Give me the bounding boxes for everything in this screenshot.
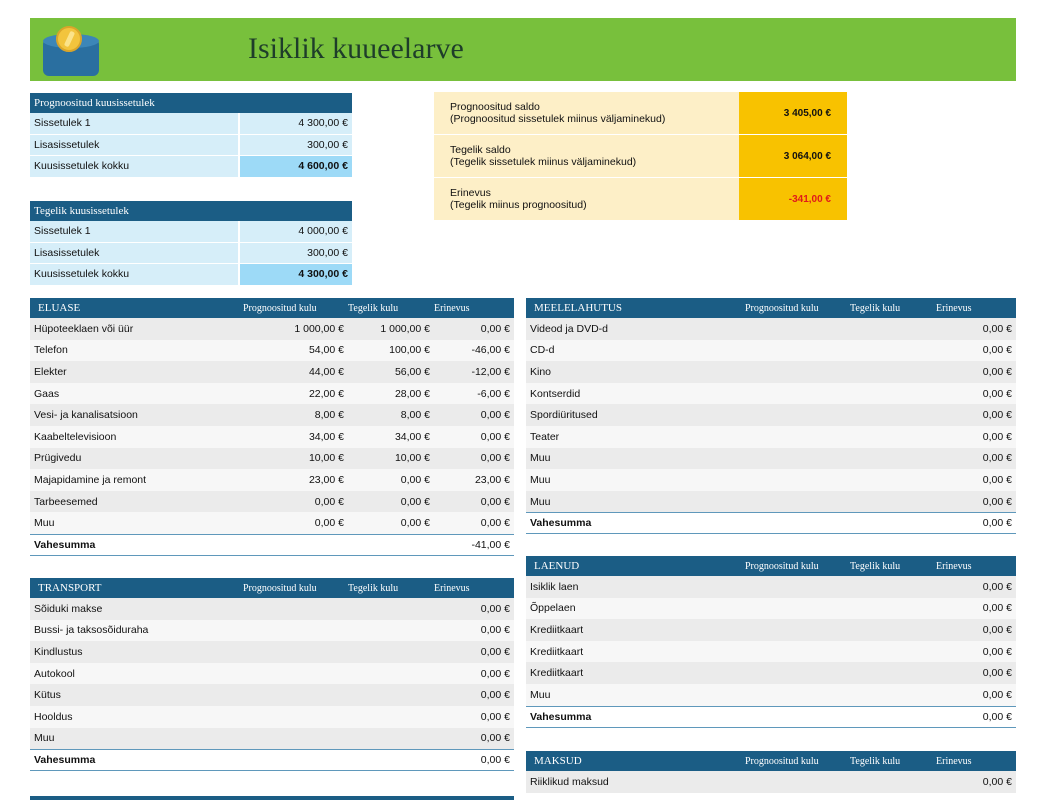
subtotal-label[interactable]: Vahesumma	[34, 538, 96, 551]
difference-cell[interactable]: 0,00 €	[480, 322, 510, 335]
subtotal-label[interactable]: Vahesumma	[34, 754, 96, 767]
column-header-difference: Erinevus	[434, 302, 470, 314]
projected-cost[interactable]: 54,00 €	[308, 344, 344, 357]
difference-cell[interactable]: 0,00 €	[982, 775, 1012, 788]
income-row	[30, 243, 352, 265]
expense-name[interactable]: Muu	[530, 452, 551, 465]
expense-name[interactable]: Muu	[34, 732, 55, 745]
projected-balance-note: (Prognoositud sissetulek miinus väljaminekud)	[450, 113, 666, 125]
projected-cost[interactable]: 34,00 €	[308, 430, 344, 443]
table-row	[30, 684, 514, 706]
expense-name[interactable]: Elekter	[34, 365, 67, 378]
loans-heading	[526, 556, 1016, 576]
projected-cost[interactable]: 1 000,00 €	[294, 322, 344, 335]
difference-cell[interactable]: 0,00 €	[982, 602, 1012, 615]
subtotal-row	[526, 512, 1016, 534]
income-row	[30, 135, 352, 157]
table-row	[526, 404, 1016, 426]
difference-cell[interactable]: 0,00 €	[982, 409, 1012, 422]
income-total-label[interactable]: Kuusissetulek kokku	[34, 160, 130, 173]
expense-name[interactable]: Tarbeesemed	[34, 495, 98, 508]
income-value[interactable]: 300,00 €	[238, 243, 352, 264]
expense-name[interactable]: Muu	[530, 688, 551, 701]
column-header-difference: Erinevus	[936, 302, 972, 314]
table-row	[30, 512, 514, 534]
actual-cost[interactable]: 100,00 €	[389, 344, 430, 357]
transport-heading	[30, 578, 514, 598]
expense-name[interactable]: Autokool	[34, 667, 75, 680]
subtotal-row	[30, 534, 514, 556]
subtotal-value[interactable]: -41,00 €	[471, 538, 510, 551]
table-row	[526, 491, 1016, 513]
expense-name[interactable]: Kütus	[34, 689, 61, 702]
section-title: MEELELAHUTUS	[534, 302, 622, 314]
table-row	[526, 662, 1016, 684]
table-row	[526, 361, 1016, 383]
transport-table	[30, 578, 514, 771]
projected-income-heading: Prognoositud kuusissetulek	[30, 93, 352, 113]
projected-balance-title: Prognoositud saldo	[450, 101, 540, 113]
income-label[interactable]: Lisasissetulek	[34, 246, 100, 259]
loans-table	[526, 556, 1016, 728]
table-row	[30, 641, 514, 663]
column-header-difference: Erinevus	[434, 582, 470, 594]
column-header-projected: Prognoositud kulu	[745, 755, 819, 767]
column-header-actual: Tegelik kulu	[850, 560, 901, 572]
taxes-rows	[526, 771, 1016, 793]
housing-table	[30, 298, 514, 556]
projected-cost[interactable]: 44,00 €	[308, 365, 344, 378]
difference-cell[interactable]: 0,00 €	[480, 710, 510, 723]
expense-name[interactable]: Gaas	[34, 387, 60, 400]
table-row	[30, 404, 514, 426]
difference-cell[interactable]: 0,00 €	[982, 667, 1012, 680]
actual-cost[interactable]: 8,00 €	[400, 409, 430, 422]
income-total-label[interactable]: Kuusissetulek kokku	[34, 268, 130, 281]
difference-cell[interactable]: -6,00 €	[477, 387, 510, 400]
table-row	[30, 491, 514, 513]
difference-note: (Tegelik miinus prognoositud)	[450, 199, 587, 211]
difference-cell[interactable]: 0,00 €	[480, 645, 510, 658]
table-row	[30, 598, 514, 620]
income-row	[30, 113, 352, 135]
housing-rows	[30, 318, 514, 534]
column-header-projected: Prognoositud kulu	[243, 582, 317, 594]
projected-balance-row	[434, 92, 847, 135]
table-row	[526, 576, 1016, 598]
difference-cell[interactable]: 0,00 €	[982, 645, 1012, 658]
actual-cost[interactable]: 34,00 €	[394, 430, 430, 443]
difference-cell[interactable]: 0,00 €	[480, 495, 510, 508]
section-title: TRANSPORT	[38, 582, 102, 594]
expense-name[interactable]: Muu	[530, 495, 551, 508]
difference-cell[interactable]: 0,00 €	[982, 322, 1012, 335]
expense-name[interactable]: Kindlustus	[34, 645, 83, 658]
expense-name[interactable]: Prügivedu	[34, 452, 82, 465]
projected-cost[interactable]: 0,00 €	[314, 517, 344, 530]
expense-name[interactable]: Sõiduki makse	[34, 602, 103, 615]
income-label[interactable]: Lisasissetulek	[34, 138, 100, 151]
table-row	[526, 598, 1016, 620]
actual-cost[interactable]: 0,00 €	[400, 473, 430, 486]
column-header-actual: Tegelik kulu	[850, 302, 901, 314]
actual-income-heading: Tegelik kuusissetulek	[30, 201, 352, 221]
expense-name[interactable]: Hüpoteeklaen või üür	[34, 322, 134, 335]
difference-cell[interactable]: 0,00 €	[480, 409, 510, 422]
table-row	[526, 383, 1016, 405]
taxes-heading	[526, 751, 1016, 771]
actual-cost[interactable]: 0,00 €	[400, 495, 430, 508]
difference-cell[interactable]: 0,00 €	[480, 517, 510, 530]
expense-name[interactable]: Kontserdid	[530, 387, 581, 400]
difference-cell[interactable]: 0,00 €	[480, 452, 510, 465]
table-row	[30, 318, 514, 340]
expense-name[interactable]: CD-d	[530, 344, 555, 357]
table-row	[30, 620, 514, 642]
expense-name[interactable]: Vesi- ja kanalisatsioon	[34, 409, 138, 422]
table-row	[526, 318, 1016, 340]
actual-balance-value[interactable]: 3 064,00 €	[739, 135, 847, 178]
table-row	[30, 728, 514, 750]
difference-cell[interactable]: 0,00 €	[982, 387, 1012, 400]
subtotal-row	[526, 706, 1016, 728]
difference-cell[interactable]: 0,00 €	[982, 430, 1012, 443]
income-total-value[interactable]: 4 600,00 €	[238, 156, 352, 177]
income-value[interactable]: 300,00 €	[238, 135, 352, 156]
expense-name[interactable]: Muu	[34, 517, 55, 530]
difference-cell[interactable]: 0,00 €	[982, 344, 1012, 357]
difference-cell[interactable]: -46,00 €	[471, 344, 510, 357]
expense-name[interactable]: Riiklikud maksud	[530, 775, 609, 788]
expense-name[interactable]: Krediitkaart	[530, 645, 584, 658]
section-title: ELUASE	[38, 302, 81, 314]
column-header-actual: Tegelik kulu	[348, 582, 399, 594]
next-table-header	[30, 796, 514, 800]
projected-cost[interactable]: 8,00 €	[314, 409, 344, 422]
expense-name[interactable]: Isiklik laen	[530, 580, 579, 593]
projected-balance-label[interactable]	[434, 92, 739, 135]
subtotal-value[interactable]: 0,00 €	[982, 517, 1012, 530]
difference-cell[interactable]: 0,00 €	[982, 365, 1012, 378]
income-value[interactable]: 4 300,00 €	[238, 113, 352, 134]
income-total-value[interactable]: 4 300,00 €	[238, 264, 352, 285]
expense-name[interactable]: Õppelaen	[530, 602, 576, 615]
housing-heading	[30, 298, 514, 318]
table-row	[526, 771, 1016, 793]
table-row	[526, 684, 1016, 706]
column-header-difference: Erinevus	[936, 755, 972, 767]
expense-name[interactable]: Krediitkaart	[530, 667, 584, 680]
entertainment-heading	[526, 298, 1016, 318]
projected-cost[interactable]: 23,00 €	[308, 473, 344, 486]
expense-name[interactable]: Kino	[530, 365, 552, 378]
actual-cost[interactable]: 0,00 €	[400, 517, 430, 530]
projected-balance-value[interactable]: 3 405,00 €	[739, 92, 847, 135]
subtotal-row	[30, 749, 514, 771]
actual-balance-note: (Tegelik sissetulek miinus väljaminekud)	[450, 156, 637, 168]
table-row	[30, 426, 514, 448]
subtotal-label[interactable]: Vahesumma	[530, 517, 592, 530]
difference-value[interactable]: -341,00 €	[739, 178, 847, 221]
actual-cost[interactable]: 28,00 €	[394, 387, 430, 400]
projected-cost[interactable]: 0,00 €	[314, 495, 344, 508]
expense-name[interactable]: Hooldus	[34, 710, 73, 723]
expense-name[interactable]: Videod ja DVD-d	[530, 322, 609, 335]
difference-cell[interactable]: 23,00 €	[474, 473, 510, 486]
column-header-projected: Prognoositud kulu	[243, 302, 317, 314]
table-row	[30, 663, 514, 685]
entertainment-rows	[526, 318, 1016, 512]
expense-name[interactable]: Kaabeltelevisioon	[34, 430, 117, 443]
difference-cell[interactable]: 0,00 €	[480, 430, 510, 443]
income-label[interactable]: Sissetulek 1	[34, 225, 91, 238]
income-value[interactable]: 4 000,00 €	[238, 221, 352, 242]
column-header-actual: Tegelik kulu	[850, 755, 901, 767]
table-row	[30, 706, 514, 728]
table-row	[30, 469, 514, 491]
expense-name[interactable]: Muu	[530, 473, 551, 486]
difference-cell[interactable]: 0,00 €	[982, 623, 1012, 636]
difference-cell[interactable]: 0,00 €	[982, 688, 1012, 701]
table-row	[526, 619, 1016, 641]
projected-cost[interactable]: 22,00 €	[308, 387, 344, 400]
projected-income-table	[30, 93, 352, 178]
expense-name[interactable]: Teater	[530, 430, 560, 443]
table-row	[30, 361, 514, 383]
column-header-projected: Prognoositud kulu	[745, 560, 819, 572]
expense-name[interactable]: Majapidamine ja remont	[34, 473, 147, 486]
taxes-table	[526, 751, 1016, 793]
section-title: LAENUD	[534, 560, 580, 572]
balance-summary	[434, 92, 847, 221]
table-row	[526, 469, 1016, 491]
table-row	[30, 340, 514, 362]
table-row	[526, 641, 1016, 663]
income-total-row	[30, 264, 352, 286]
expense-name[interactable]: Telefon	[34, 344, 68, 357]
table-row	[526, 340, 1016, 362]
table-row	[526, 426, 1016, 448]
difference-label[interactable]	[434, 178, 739, 221]
difference-cell[interactable]: 0,00 €	[480, 667, 510, 680]
table-row	[30, 383, 514, 405]
expense-name[interactable]: Krediitkaart	[530, 623, 584, 636]
loans-rows	[526, 576, 1016, 706]
difference-cell[interactable]: 0,00 €	[480, 624, 510, 637]
header-banner	[30, 18, 1016, 81]
column-header-projected: Prognoositud kulu	[745, 302, 819, 314]
table-row	[30, 448, 514, 470]
subtotal-value[interactable]: 0,00 €	[480, 754, 510, 767]
income-total-row	[30, 156, 352, 178]
page-title: Isiklik kuueelarve	[248, 32, 464, 65]
transport-rows	[30, 598, 514, 749]
column-header-actual: Tegelik kulu	[348, 302, 399, 314]
subtotal-value[interactable]: 0,00 €	[982, 710, 1012, 723]
section-title: MAKSUD	[534, 755, 582, 767]
column-header-difference: Erinevus	[936, 560, 972, 572]
actual-cost[interactable]: 1 000,00 €	[380, 322, 430, 335]
difference-cell[interactable]: 0,00 €	[982, 580, 1012, 593]
difference-row	[434, 178, 847, 221]
actual-balance-row	[434, 135, 847, 178]
income-label[interactable]: Sissetulek 1	[34, 117, 91, 130]
expense-name[interactable]: Bussi- ja taksosõiduraha	[34, 624, 149, 637]
actual-balance-label[interactable]	[434, 135, 739, 178]
difference-cell[interactable]: 0,00 €	[480, 732, 510, 745]
difference-cell[interactable]: 0,00 €	[982, 452, 1012, 465]
difference-cell[interactable]: 0,00 €	[480, 602, 510, 615]
actual-balance-title: Tegelik saldo	[450, 144, 511, 156]
entertainment-table	[526, 298, 1016, 534]
difference-cell[interactable]: 0,00 €	[982, 495, 1012, 508]
actual-cost[interactable]: 56,00 €	[394, 365, 430, 378]
difference-title: Erinevus	[450, 187, 491, 199]
actual-income-table	[30, 201, 352, 286]
expense-name[interactable]: Spordiüritused	[530, 409, 598, 422]
subtotal-label[interactable]: Vahesumma	[530, 710, 592, 723]
difference-cell[interactable]: 0,00 €	[982, 473, 1012, 486]
actual-cost[interactable]: 10,00 €	[394, 452, 430, 465]
income-row	[30, 221, 352, 243]
difference-cell[interactable]: 0,00 €	[480, 689, 510, 702]
projected-cost[interactable]: 10,00 €	[308, 452, 344, 465]
difference-cell[interactable]: -12,00 €	[471, 365, 510, 378]
table-row	[526, 448, 1016, 470]
